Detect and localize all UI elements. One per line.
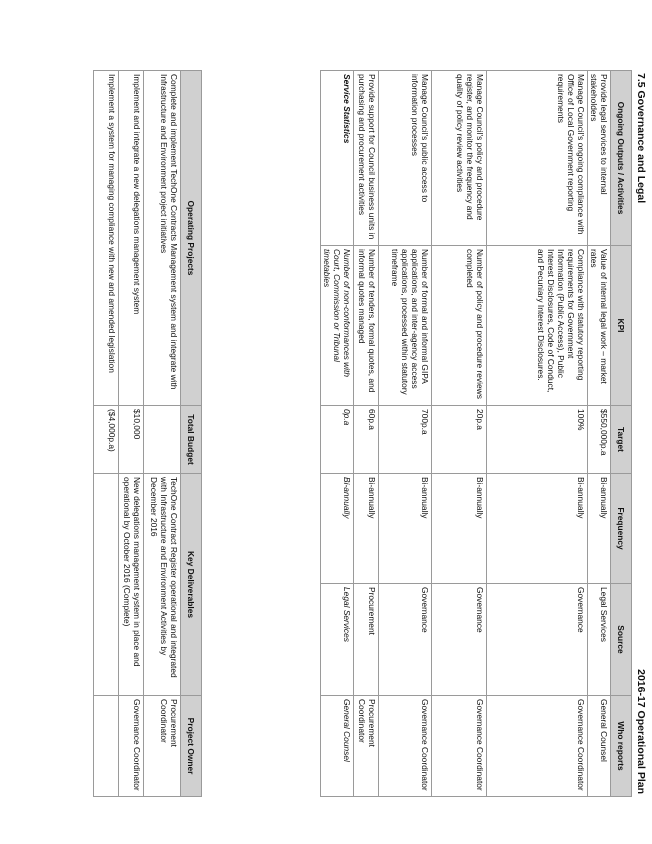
target-cell: 60p.a — [354, 406, 379, 474]
project-cell: Complete and implement TechOne Contracts Management system and integrate with Infrastructure and Environment project initiatives — [144, 71, 181, 406]
activity-cell: Manage Council's ongoing compliance with Office of Local Government reporting requirements — [487, 71, 588, 246]
who-reports-cell: General Counsel — [588, 696, 611, 797]
table-row — [379, 71, 432, 797]
who-reports-cell: Governance Coordinator — [432, 696, 487, 797]
budget-cell — [144, 406, 181, 474]
activity-cell: Provide support for Council business units in purchasing and procurement activities — [354, 71, 379, 246]
activity-cell: Service Statistics — [321, 71, 354, 246]
who-reports-cell: Procurement Coordinator — [354, 696, 379, 797]
deliverables-cell — [94, 474, 119, 696]
source-cell: Procurement — [354, 584, 379, 696]
table-row — [432, 71, 487, 797]
frequency-cell: Bi-annually — [487, 474, 588, 584]
header-source: Source — [611, 584, 632, 696]
deliverables-cell: TechOne Contract Register operational and integrated with Infrastructure and Environment Activities by December 2016 — [144, 474, 181, 696]
frequency-cell: Bi-annually — [588, 474, 611, 584]
frequency-cell: Bi-annually — [379, 474, 432, 584]
ongoing-outputs-table — [320, 70, 632, 797]
header-project: Operating Projects — [181, 71, 202, 406]
kpi-cell: Number of policy and procedure reviews completed — [432, 246, 487, 406]
header-owner: Project Owner — [181, 696, 202, 797]
who-reports-cell: Governance Coordinator — [379, 696, 432, 797]
target-cell: 0p.a — [321, 406, 354, 474]
target-cell: 20p.a — [432, 406, 487, 474]
header-deliverables: Key Deliverables — [181, 474, 202, 696]
activity-cell: Manage Council's policy and procedure register, and monitor the frequency and quality of policy review activities — [432, 71, 487, 246]
owner-cell — [94, 696, 119, 797]
source-cell: Legal Services — [321, 584, 354, 696]
project-cell: Implement a system for managing compliance with new and amended legislation — [94, 71, 119, 406]
deliverables-cell: New delegations management system in place and operational by October 2016 (Complete) — [119, 474, 144, 696]
header-frequency: Frequency — [611, 474, 632, 584]
owner-cell: Governance Coordinator — [119, 696, 144, 797]
frequency-cell: Bi-annually — [432, 474, 487, 584]
project-cell: Implement and integrate a new delegations management system — [119, 71, 144, 406]
target-cell: 700p.a — [379, 406, 432, 474]
source-cell: Governance — [379, 584, 432, 696]
plan-title: 2016-17 Operational Plan — [635, 669, 647, 794]
header-kpi: KPI — [611, 246, 632, 406]
header-budget: Total Budget — [181, 406, 202, 474]
table-row — [487, 71, 588, 797]
budget-cell: $10,000 — [119, 406, 144, 474]
frequency-cell: Bi-annually — [321, 474, 354, 584]
header-activities: Ongoing Outputs / Activities — [611, 71, 632, 246]
header-target: Target — [611, 406, 632, 474]
activity-cell: Provide legal services to internal stakeholders — [588, 71, 611, 246]
section-title: 7.5 Governance and Legal — [635, 73, 647, 204]
budget-cell: ($4,000p.a) — [94, 406, 119, 474]
kpi-cell: Number of non-conformances with Court, Commission or Tribunal timetables — [321, 246, 354, 406]
operating-projects-table — [93, 70, 202, 797]
projects-header-row — [181, 71, 202, 797]
frequency-cell: Bi-annually — [354, 474, 379, 584]
source-cell: Legal Services — [588, 584, 611, 696]
table-row — [144, 71, 181, 797]
table-row — [119, 71, 144, 797]
source-cell: Governance — [487, 584, 588, 696]
table-row — [94, 71, 119, 797]
table-row — [588, 71, 611, 797]
kpi-cell: Value of internal legal work – market rates — [588, 246, 611, 406]
kpi-cell: Compliance with statutory reporting requirements for Government Information (Public Access), Public Interest Disclosures, Code of Conduct, and Pecuniary Interest Disclosures. — [487, 246, 588, 406]
outputs-header-row — [611, 71, 632, 797]
target-cell: $550,000p.a — [588, 406, 611, 474]
table-row — [321, 71, 354, 797]
kpi-cell: Number of formal and informal GIPA applications, and inter-agency access applications, processed within statutory timeframe — [379, 246, 432, 406]
who-reports-cell: General Counsel — [321, 696, 354, 797]
header-who-reports: Who reports — [611, 696, 632, 797]
who-reports-cell: Governance Coordinator — [487, 696, 588, 797]
target-cell: 100% — [487, 406, 588, 474]
activity-cell: Manage Council's public access to information processes — [379, 71, 432, 246]
owner-cell: Procurement Coordinator — [144, 696, 181, 797]
table-row — [354, 71, 379, 797]
kpi-cell: Number of tenders, formal quotes, and informal quotes managed — [354, 246, 379, 406]
source-cell: Governance — [432, 584, 487, 696]
